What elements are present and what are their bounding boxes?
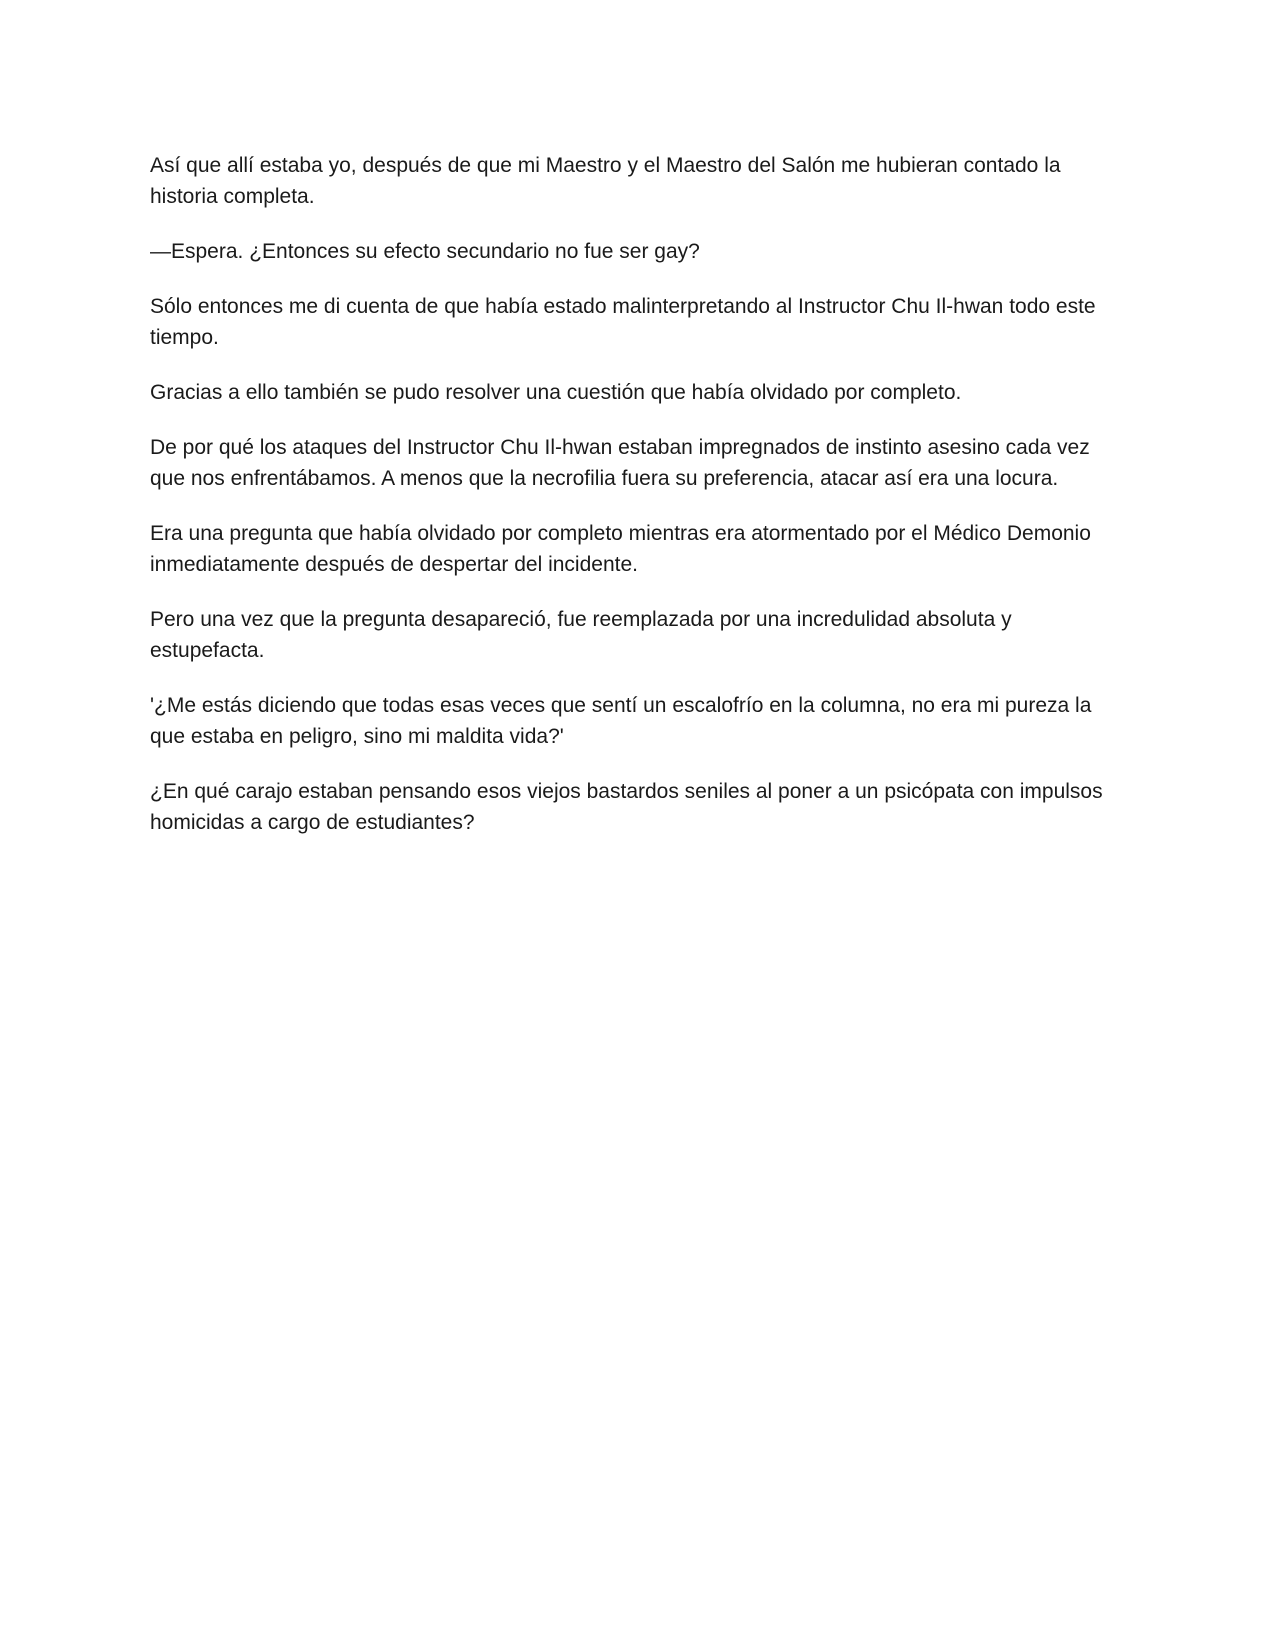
paragraph: ¿En qué carajo estaban pensando esos viejos bastardos seniles al poner a un psicópata con impulsos homicidas a cargo de estudiantes? <box>150 780 1103 834</box>
paragraph: De por qué los ataques del Instructor Chu Il-hwan estaban impregnados de instinto asesino cada vez que nos enfrentábamos. A menos que la necrofilia fuera su preferencia, atacar así era una locura. <box>150 436 1090 490</box>
paragraph: '¿Me estás diciendo que todas esas veces que sentí un escalofrío en la columna, no era mi pureza la que estaba en peligro, sino mi maldita vida?' <box>150 694 1092 748</box>
paragraph: Así que allí estaba yo, después de que mi Maestro y el Maestro del Salón me hubieran contado la historia completa. <box>150 154 1061 208</box>
paragraph: Sólo entonces me di cuenta de que había estado malinterpretando al Instructor Chu Il-hwan todo este tiempo. <box>150 295 1096 349</box>
paragraph: Pero una vez que la pregunta desapareció, fue reemplazada por una incredulidad absoluta y estupefacta. <box>150 608 1012 662</box>
paragraph: Era una pregunta que había olvidado por completo mientras era atormentado por el Médico Demonio inmediatamente después de despertar del incidente. <box>150 522 1091 576</box>
paragraph: —Espera. ¿Entonces su efecto secundario no fue ser gay? <box>150 240 700 263</box>
document-body <box>150 150 1130 862</box>
paragraph: Gracias a ello también se pudo resolver una cuestión que había olvidado por completo. <box>150 381 962 404</box>
